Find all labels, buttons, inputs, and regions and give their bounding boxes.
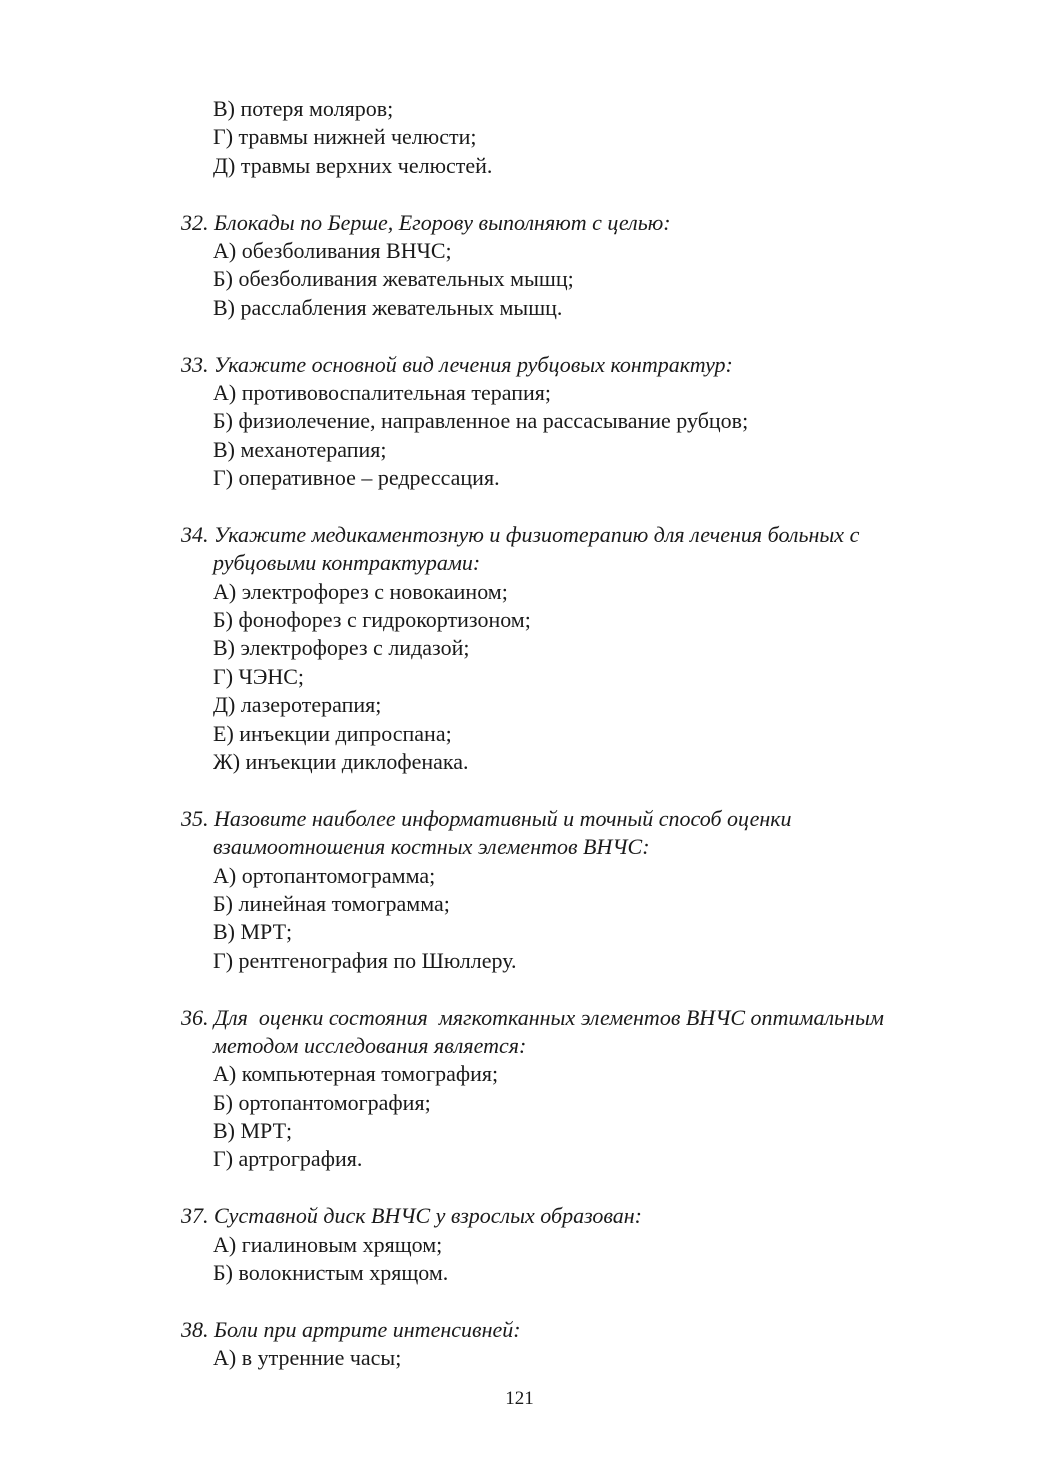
question-33 xyxy=(181,351,1001,493)
option-item: А) электрофорез с новокаином; xyxy=(213,578,508,604)
question-text: 32. Блокады по Берше, Егорову выполняют с целью: xyxy=(181,209,671,235)
option-item: Б) линейная томограмма; xyxy=(213,890,450,916)
option-item: Г) рентгенография по Шюллеру. xyxy=(213,947,517,973)
option-item: Д) лазеротерапия; xyxy=(213,692,382,718)
question-38 xyxy=(181,1316,1001,1373)
option-item: В) механотерапия; xyxy=(213,436,387,462)
option-item: В) расслабления жевательных мышц. xyxy=(213,294,563,320)
option-item: В) МРТ; xyxy=(213,1118,293,1144)
option-item: В) МРТ; xyxy=(213,919,293,945)
option-item: Б) ортопантомография; xyxy=(213,1089,431,1115)
option-item: А) в утренние часы; xyxy=(213,1345,402,1371)
option-item: Б) обезболивания жевательных мышц; xyxy=(213,266,574,292)
option-item: А) компьютерная томография; xyxy=(213,1061,499,1087)
option-item: В) потеря моляров; xyxy=(213,96,394,121)
question-text-continued: методом исследования является: xyxy=(213,1032,527,1058)
option-item: Г) ЧЭНС; xyxy=(213,663,305,689)
question-text: 36. Для оценки состояния мягкотканных элементов ВНЧС оптимальным xyxy=(181,1004,884,1030)
option-item: Г) травмы нижней челюсти; xyxy=(213,124,477,150)
question-34 xyxy=(181,521,1001,777)
option-item: Г) оперативное – редрессация. xyxy=(213,465,500,491)
option-item: А) гиалиновым хрящом; xyxy=(213,1231,443,1257)
question-text: 35. Назовите наиболее информативный и точный способ оценки xyxy=(181,805,792,831)
option-item: Г) артрография. xyxy=(213,1146,363,1172)
option-item: Д) травмы верхних челюстей. xyxy=(213,152,493,178)
options-list xyxy=(181,95,1001,180)
question-text: 34. Укажите медикаментозную и физиотерапию для лечения больных с xyxy=(181,521,860,547)
question-text-continued: рубцовыми контрактурами: xyxy=(213,550,481,576)
option-item: Б) фонофорез с гидрокортизоном; xyxy=(213,607,531,633)
option-item: В) электрофорез с лидазой; xyxy=(213,635,470,661)
option-item: А) противовоспалительная терапия; xyxy=(213,379,552,405)
question-35 xyxy=(181,805,1001,975)
question-32 xyxy=(181,209,1001,323)
option-item: Б) физиолечение, направленное на рассасывание рубцов; xyxy=(213,408,749,434)
option-item: А) обезболивания ВНЧС; xyxy=(213,237,452,263)
question-text-continued: взаимоотношения костных элементов ВНЧС: xyxy=(213,834,650,860)
option-item: А) ортопантомограмма; xyxy=(213,862,436,888)
option-item: Ж) инъекции диклофенака. xyxy=(213,748,469,774)
question-37 xyxy=(181,1202,1001,1287)
page-number: 121 xyxy=(505,1388,534,1409)
question-text: 37. Суставной диск ВНЧС у взрослых образован: xyxy=(181,1203,643,1229)
page-content xyxy=(181,95,1001,1373)
option-item: Е) инъекции дипроспана; xyxy=(213,720,452,746)
question-36 xyxy=(181,1004,1001,1174)
option-item: Б) волокнистым хрящом. xyxy=(213,1260,449,1286)
question-text: 38. Боли при артрите интенсивней: xyxy=(181,1316,521,1342)
question-text: 33. Укажите основной вид лечения рубцовых контрактур: xyxy=(181,351,733,377)
